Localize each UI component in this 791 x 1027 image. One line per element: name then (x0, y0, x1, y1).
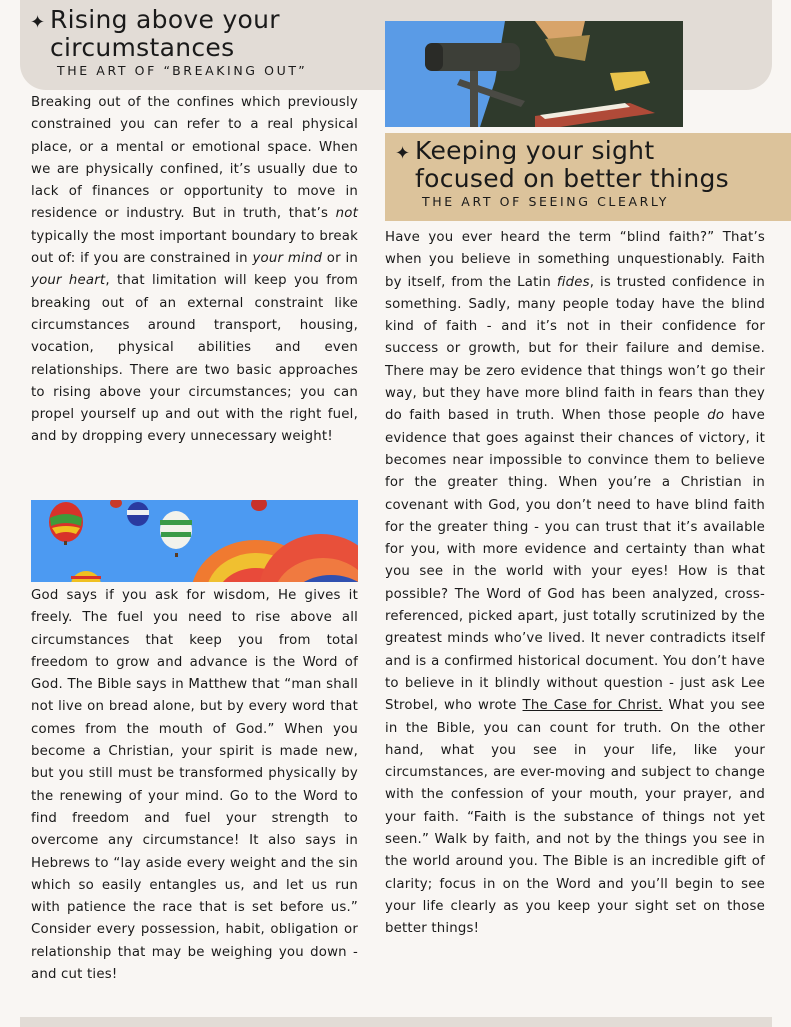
book-title-link[interactable]: The Case for Christ. (522, 698, 663, 714)
section-heading-rising (30, 6, 370, 79)
body-paragraph-wisdom: God says if you ask for wisdom, He gives it freely. The fuel you need to rise above all circumstances that keep you from total freedom to grow and advance is the Word of God. The Bible says in Matthew that “man shall not live on bread alone, but by every word that comes from the mouth of God.” When you become a Christian, your spirit is made new, but you still must be transformed physically by the renewing of your mind. Go to the Word to find freedom and fuel your strength to overcome any circumstance! It also says in Hebrews to “lay aside every weight and the sin which so easily entangles us, and let us run with patience the race that is set before us.” Consider every possession, habit, obligation or relationship that may be weighing you down - and cut ties! (31, 588, 358, 983)
body-paragraph-breaking-out: Breaking out of the confines which previously constrained you can refer to a real physical place, or a mental or emotional space. When we are physically confined, it’s usually due to lack of finances or opportunity to move in residence or industry. But in truth, that’s not typically the most important boundary to break out of: if you are constrained in your mind or in your heart, that limitation will keep you from breaking out of an external constraint like circumstances around transport, housing, vocation, physical abilities and even relationships. There are two basic approaches to rising above your circumstances; you can propel yourself up and out with the right fuel, and by dropping every unnecessary weight! (31, 95, 358, 445)
section-title: Keeping your sight focused on better things (415, 136, 729, 193)
telescope-reader-image (385, 21, 683, 127)
bottom-footer-band (20, 1017, 772, 1027)
sparkle-star-icon: ✦ (395, 143, 411, 163)
section-subtitle: THE ART OF “BREAKING OUT” (57, 63, 308, 78)
body-paragraph-blind-faith: Have you ever heard the term “blind faith?” That’s when you believe in something unquestionably. Faith by itself, from the Latin fides, is trusted confidence in something. Sadly, many people today have the blind kind of faith - and it’s not in their confidence for success or growth, but for their failure and demise. There may be zero evidence that things won’t go their way, but they have more blind faith in fears than they do faith based in truth. When those people do have evidence that goes against their chances of victory, it becomes near impossible to convince them to believe for the greater thing. When you’re a Christian in covenant with God, you don’t need to have blind faith for the greater thing - you can trust that it’s available for you, with more evidence and certainty than what you see in the world with your eyes! How is that possible? The Word of God has been analyzed, cross-referenced, picked apart, just totally scrutinized by the greatest minds who’ve lived. It never contradicts itself and is a confirmed historical document. You don’t have to believe in it blindly without question - just ask Lee Strobel, who wrote The Case for Christ. What you see in the Bible, you can count for truth. On the other hand, what you see in your life, like your circumstances, are ever-moving and subject to change with the confession of your mouth, your prayer, and your faith. “Faith is the substance of things not yet seen.” Walk by faith, and not by the things you see in the world around you. The Bible is an incredible gift of clarity; focus in on the Word and you’ll begin to see your life clearly as you keep your sight set on those better things! (385, 230, 765, 937)
hot-air-balloons-image (31, 500, 358, 582)
section-heading-seeing (385, 133, 791, 221)
section-title: Rising above your circumstances (50, 5, 280, 62)
sparkle-star-icon: ✦ (30, 12, 46, 32)
section-subtitle: THE ART OF SEEING CLEARLY (422, 194, 670, 209)
